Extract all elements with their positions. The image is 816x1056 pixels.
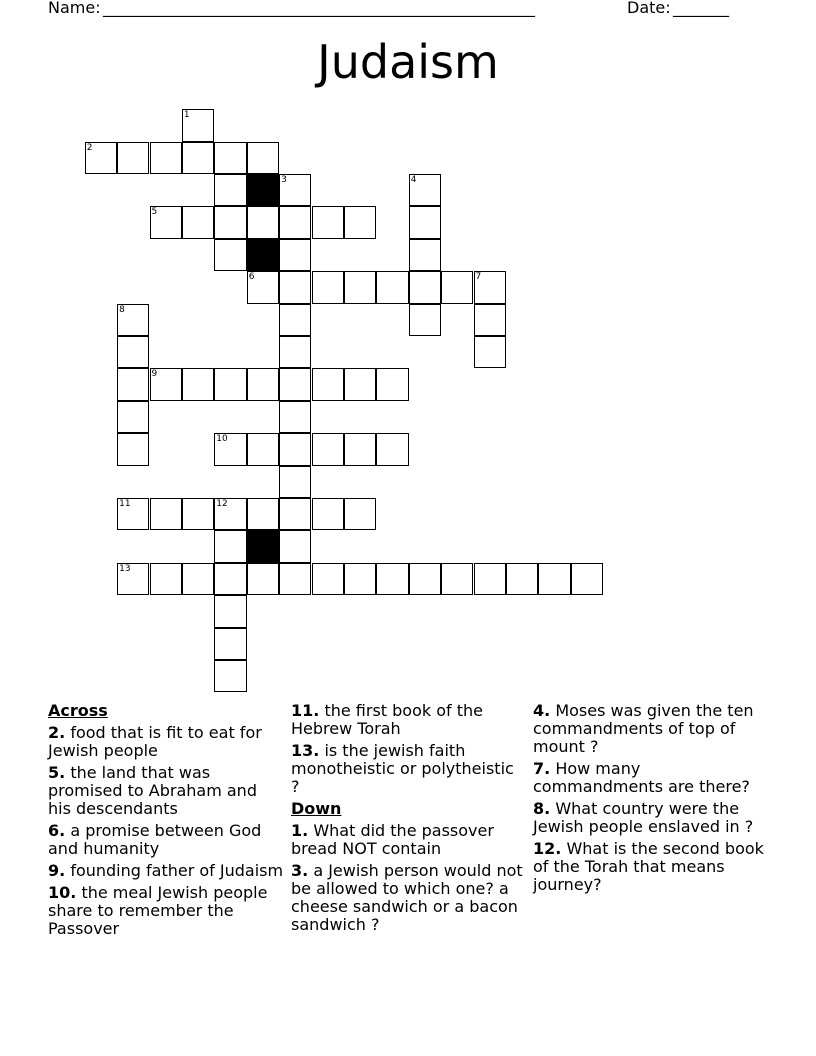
clues-column-2 <box>291 702 527 938</box>
grid-cell[interactable] <box>182 368 214 400</box>
clue-number: 13. <box>291 741 320 760</box>
grid-cell[interactable] <box>506 563 538 595</box>
clue-text: food that is fit to eat for Jewish people <box>48 723 262 760</box>
across-clue <box>48 724 284 760</box>
grid-cell[interactable] <box>85 142 117 174</box>
blocked-cell <box>247 530 279 562</box>
grid-cell[interactable] <box>247 368 279 400</box>
across-clue <box>48 764 284 818</box>
clue-text: a Jewish person would not be allowed to which one? a cheese sandwich or a bacon sandwich ? <box>291 861 523 934</box>
across-heading: Across <box>48 701 108 720</box>
grid-cell[interactable] <box>441 271 473 303</box>
grid-cell[interactable] <box>214 498 246 530</box>
grid-cell[interactable] <box>247 433 279 465</box>
grid-cell[interactable] <box>538 563 570 595</box>
clue-text: is the jewish faith monotheistic or polytheistic ? <box>291 741 514 796</box>
grid-cell[interactable] <box>409 174 441 206</box>
grid-cell[interactable] <box>312 271 344 303</box>
grid-cell[interactable] <box>376 368 408 400</box>
grid-cell[interactable] <box>247 142 279 174</box>
grid-cell[interactable] <box>344 368 376 400</box>
cell-number: 11 <box>119 499 131 509</box>
grid-cell[interactable] <box>182 109 214 141</box>
grid-cell[interactable] <box>214 433 246 465</box>
name-line: ______________________________________________________ <box>103 0 535 17</box>
clue-number: 8. <box>533 799 551 818</box>
grid-cell[interactable] <box>247 271 279 303</box>
clue-number: 11. <box>291 701 320 720</box>
grid-cell[interactable] <box>279 530 311 562</box>
grid-cell[interactable] <box>279 239 311 271</box>
grid-cell[interactable] <box>247 563 279 595</box>
clue-text: Moses was given the ten commandments of top of mount ? <box>533 701 754 756</box>
clue-text: the first book of the Hebrew Torah <box>291 701 483 738</box>
grid-cell[interactable] <box>344 433 376 465</box>
cell-number: 2 <box>86 142 93 153</box>
clue-number: 3. <box>291 861 309 880</box>
down-clue <box>291 822 527 858</box>
clue-text: What country were the Jewish people enslaved in ? <box>533 799 754 836</box>
name-label: Name: <box>48 0 101 17</box>
clue-number: 9. <box>48 861 66 880</box>
clue-text: What did the passover bread NOT contain <box>291 821 494 858</box>
grid-cell[interactable] <box>150 563 182 595</box>
clue-number: 10. <box>48 883 77 902</box>
page-title: Judaism <box>317 35 499 89</box>
grid-cell[interactable] <box>117 433 149 465</box>
grid-cell[interactable] <box>474 304 506 336</box>
cell-number: 5 <box>151 207 158 218</box>
grid-cell[interactable] <box>279 304 311 336</box>
grid-cell[interactable] <box>182 206 214 238</box>
grid-cell[interactable] <box>150 498 182 530</box>
grid-cell[interactable] <box>312 433 344 465</box>
down-clue <box>533 760 769 796</box>
grid-cell[interactable] <box>279 271 311 303</box>
clue-text: the land that was promised to Abraham and his descendants <box>48 763 257 818</box>
grid-cell[interactable] <box>150 368 182 400</box>
cell-number: 6 <box>248 272 255 283</box>
grid-cell[interactable] <box>344 271 376 303</box>
grid-cell[interactable] <box>214 530 246 562</box>
cell-number: 8 <box>119 304 125 315</box>
clue-number: 12. <box>533 839 562 858</box>
grid-cell[interactable] <box>571 563 603 595</box>
grid-cell[interactable] <box>409 563 441 595</box>
grid-cell[interactable] <box>312 563 344 595</box>
grid-cell[interactable] <box>150 206 182 238</box>
clue-text: What is the second book of the Torah that means journey? <box>533 839 764 894</box>
clue-text: a promise between God and humanity <box>48 821 262 858</box>
grid-cell[interactable] <box>279 401 311 433</box>
cell-number: 12 <box>216 499 228 509</box>
grid-cell[interactable] <box>150 142 182 174</box>
grid-cell[interactable] <box>279 433 311 465</box>
grid-cell[interactable] <box>214 628 246 660</box>
grid-cell[interactable] <box>279 466 311 498</box>
grid-cell[interactable] <box>344 498 376 530</box>
grid-cell[interactable] <box>279 563 311 595</box>
down-clue <box>533 702 769 756</box>
grid-cell[interactable] <box>117 142 149 174</box>
cell-number: 7 <box>475 272 482 283</box>
grid-cell[interactable] <box>117 563 149 595</box>
across-clue <box>48 862 284 880</box>
grid-cell[interactable] <box>117 401 149 433</box>
cell-number: 10 <box>216 434 228 445</box>
cell-number: 4 <box>410 175 417 185</box>
clue-number: 4. <box>533 701 551 720</box>
clue-number: 5. <box>48 763 66 782</box>
grid-cell[interactable] <box>376 563 408 595</box>
grid-cell[interactable] <box>474 271 506 303</box>
down-heading: Down <box>291 799 342 818</box>
clue-text: founding father of Judaism <box>70 861 284 880</box>
grid-cell[interactable] <box>182 563 214 595</box>
grid-cell[interactable] <box>117 368 149 400</box>
down-clue <box>533 800 769 836</box>
cell-number: 3 <box>281 175 287 185</box>
clues-column-1 <box>48 702 284 942</box>
grid-cell[interactable] <box>344 563 376 595</box>
grid-cell[interactable] <box>312 368 344 400</box>
across-clue <box>48 822 284 858</box>
grid-cell[interactable] <box>474 563 506 595</box>
grid-cell[interactable] <box>214 368 246 400</box>
across-clue <box>291 742 527 796</box>
grid-cell[interactable] <box>247 206 279 238</box>
blocked-cell <box>247 174 279 206</box>
clue-number: 6. <box>48 821 66 840</box>
grid-cell[interactable] <box>409 271 441 303</box>
grid-cell[interactable] <box>247 498 279 530</box>
grid-cell[interactable] <box>117 336 149 368</box>
grid-cell[interactable] <box>214 206 246 238</box>
clue-text: the meal Jewish people share to remember the Passover <box>48 883 268 938</box>
across-clue <box>291 702 527 738</box>
grid-cell[interactable] <box>474 336 506 368</box>
clues-column-3 <box>533 702 769 898</box>
cell-number: 9 <box>151 369 158 380</box>
grid-cell[interactable] <box>312 206 344 238</box>
grid-cell[interactable] <box>279 498 311 530</box>
clue-number: 7. <box>533 759 551 778</box>
grid-cell[interactable] <box>409 239 441 271</box>
grid-cell[interactable] <box>214 595 246 627</box>
grid-cell[interactable] <box>214 660 246 692</box>
grid-cell[interactable] <box>344 206 376 238</box>
down-clue <box>533 840 769 894</box>
clue-number: 2. <box>48 723 66 742</box>
grid-cell[interactable] <box>117 498 149 530</box>
grid-cell[interactable] <box>376 271 408 303</box>
grid-cell[interactable] <box>214 142 246 174</box>
grid-cell[interactable] <box>409 206 441 238</box>
blocked-cell <box>247 239 279 271</box>
cell-number: 1 <box>183 110 190 121</box>
grid-cell[interactable] <box>279 206 311 238</box>
grid-cell[interactable] <box>279 174 311 206</box>
across-clue <box>48 884 284 938</box>
grid-cell[interactable] <box>409 304 441 336</box>
cell-number: 13 <box>119 563 131 574</box>
grid-cell[interactable] <box>214 239 246 271</box>
grid-cell[interactable] <box>376 433 408 465</box>
grid-cell[interactable] <box>214 174 246 206</box>
grid-cell[interactable] <box>117 304 149 336</box>
down-clue <box>291 862 527 934</box>
grid-cell[interactable] <box>441 563 473 595</box>
grid-cell[interactable] <box>182 498 214 530</box>
grid-cell[interactable] <box>279 336 311 368</box>
date-label: Date: <box>627 0 671 17</box>
grid-cell[interactable] <box>312 498 344 530</box>
grid-cell[interactable] <box>182 142 214 174</box>
grid-cell[interactable] <box>214 563 246 595</box>
clue-number: 1. <box>291 821 309 840</box>
date-line: _______ <box>673 0 729 17</box>
clue-text: How many commandments are there? <box>533 759 750 796</box>
grid-cell[interactable] <box>279 368 311 400</box>
